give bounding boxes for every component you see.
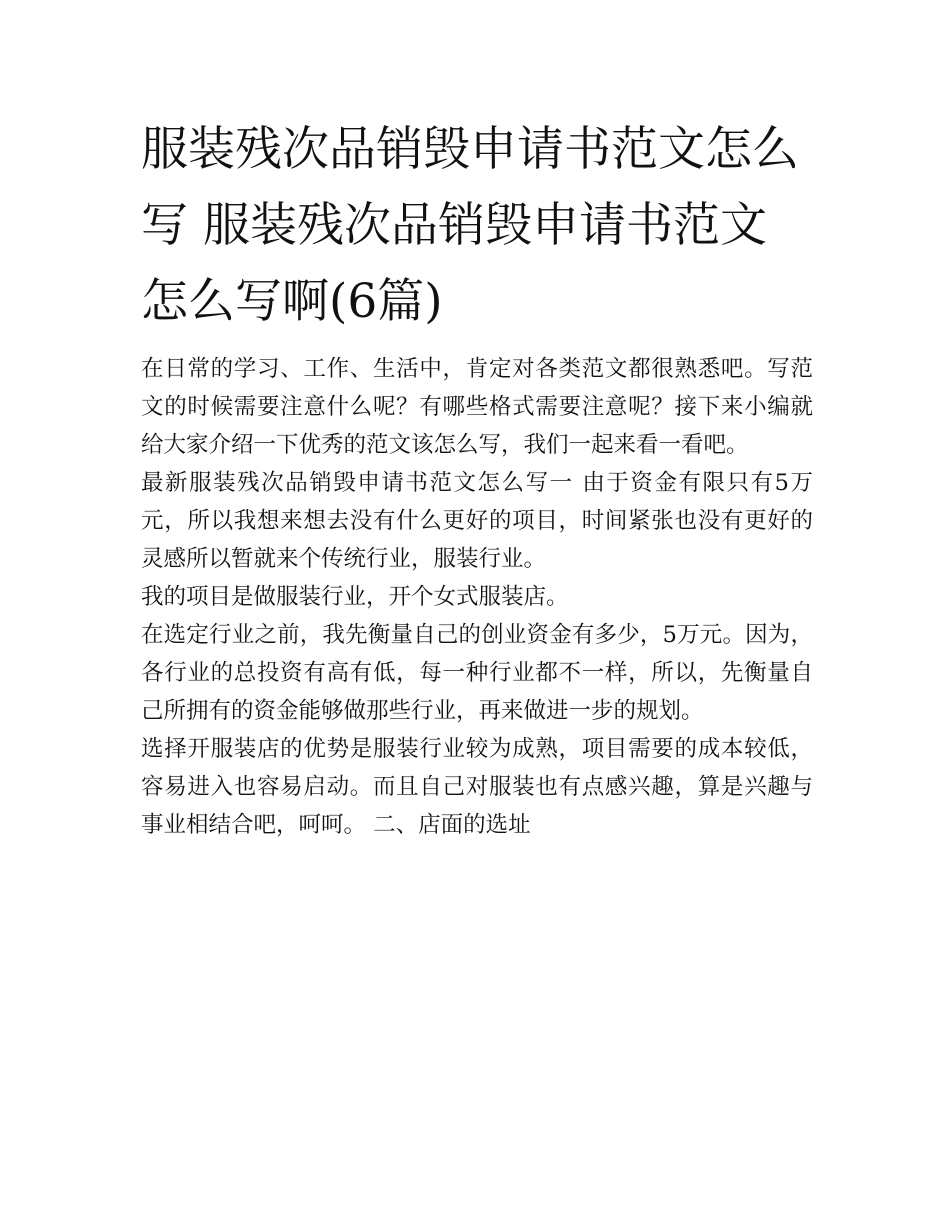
paragraph-project: 我的项目是做服装行业，开个女式服装店。 bbox=[141, 584, 569, 610]
paragraph-advantage: 选择开服装店的优势是服装行业较为成熟，项目需要的成本较低，容易进入也容易启动。而且自己对服装也有点感兴趣，算是兴趣与事业相结合吧，呵呵。 二、店面的选址 bbox=[141, 736, 813, 838]
document-page bbox=[141, 112, 813, 844]
paragraph-funding: 在选定行业之前，我先衡量自己的创业资金有多少，5万元。因为，各行业的总投资有高有低，每一种行业都不一样，所以，先衡量自己所拥有的资金能够做那些行业，再来做进一步的规划。 bbox=[141, 622, 813, 724]
document-title: 服装残次品销毁申请书范文怎么写 服装残次品销毁申请书范文怎么写啊(6篇) bbox=[141, 122, 799, 329]
paragraph-intro: 在日常的学习、工作、生活中，肯定对各类范文都很熟悉吧。写范文的时候需要注意什么呢？有哪些格式需要注意呢？接下来小编就给大家介绍一下优秀的范文该怎么写，我们一起来看一看吧。 bbox=[141, 356, 813, 458]
paragraph-section-one: 最新服装残次品销毁申请书范文怎么写一 由于资金有限只有5万元，所以我想来想去没有什么更好的项目，时间紧张也没有更好的灵感所以暂就来个传统行业，服装行业。 bbox=[141, 470, 813, 572]
